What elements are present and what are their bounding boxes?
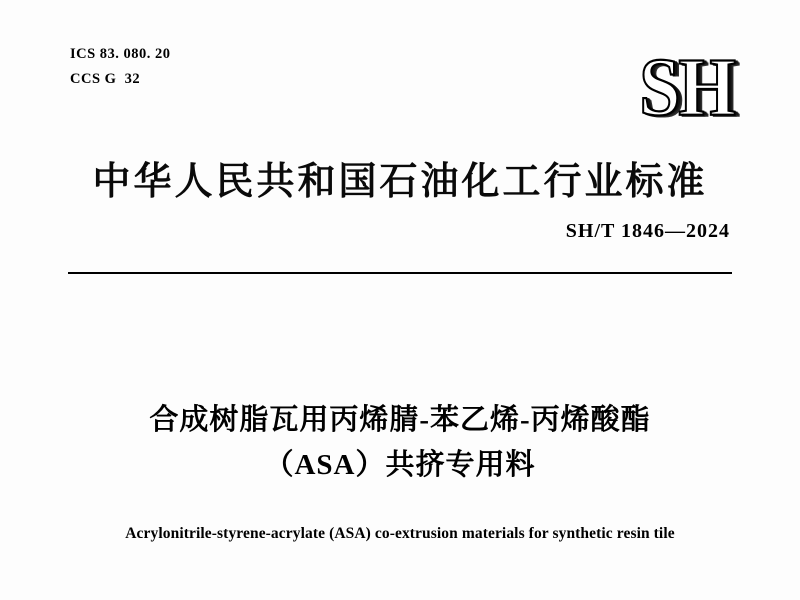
ccs-code: CCS G 32 [70, 71, 141, 88]
document-title-line1: 合成树脂瓦用丙烯腈-苯乙烯-丙烯酸酯 [149, 404, 651, 436]
standard-number: SH/T 1846—2024 [565, 220, 730, 242]
ics-code: ICS 83. 080. 20 [70, 46, 171, 62]
issuer-title: 中华人民共和国石油化工行业标准 [92, 161, 708, 203]
document-subtitle-en: Acrylonitrile-styrene-acrylate (ASA) co-extrusion materials for synthetic resin tile [125, 525, 675, 542]
header-divider [68, 272, 732, 274]
document-title [60, 398, 740, 488]
document-title-line2: （ASA）共挤专用料 [264, 448, 536, 481]
sh-emblem: SH [639, 41, 734, 134]
classification-block [70, 42, 171, 93]
